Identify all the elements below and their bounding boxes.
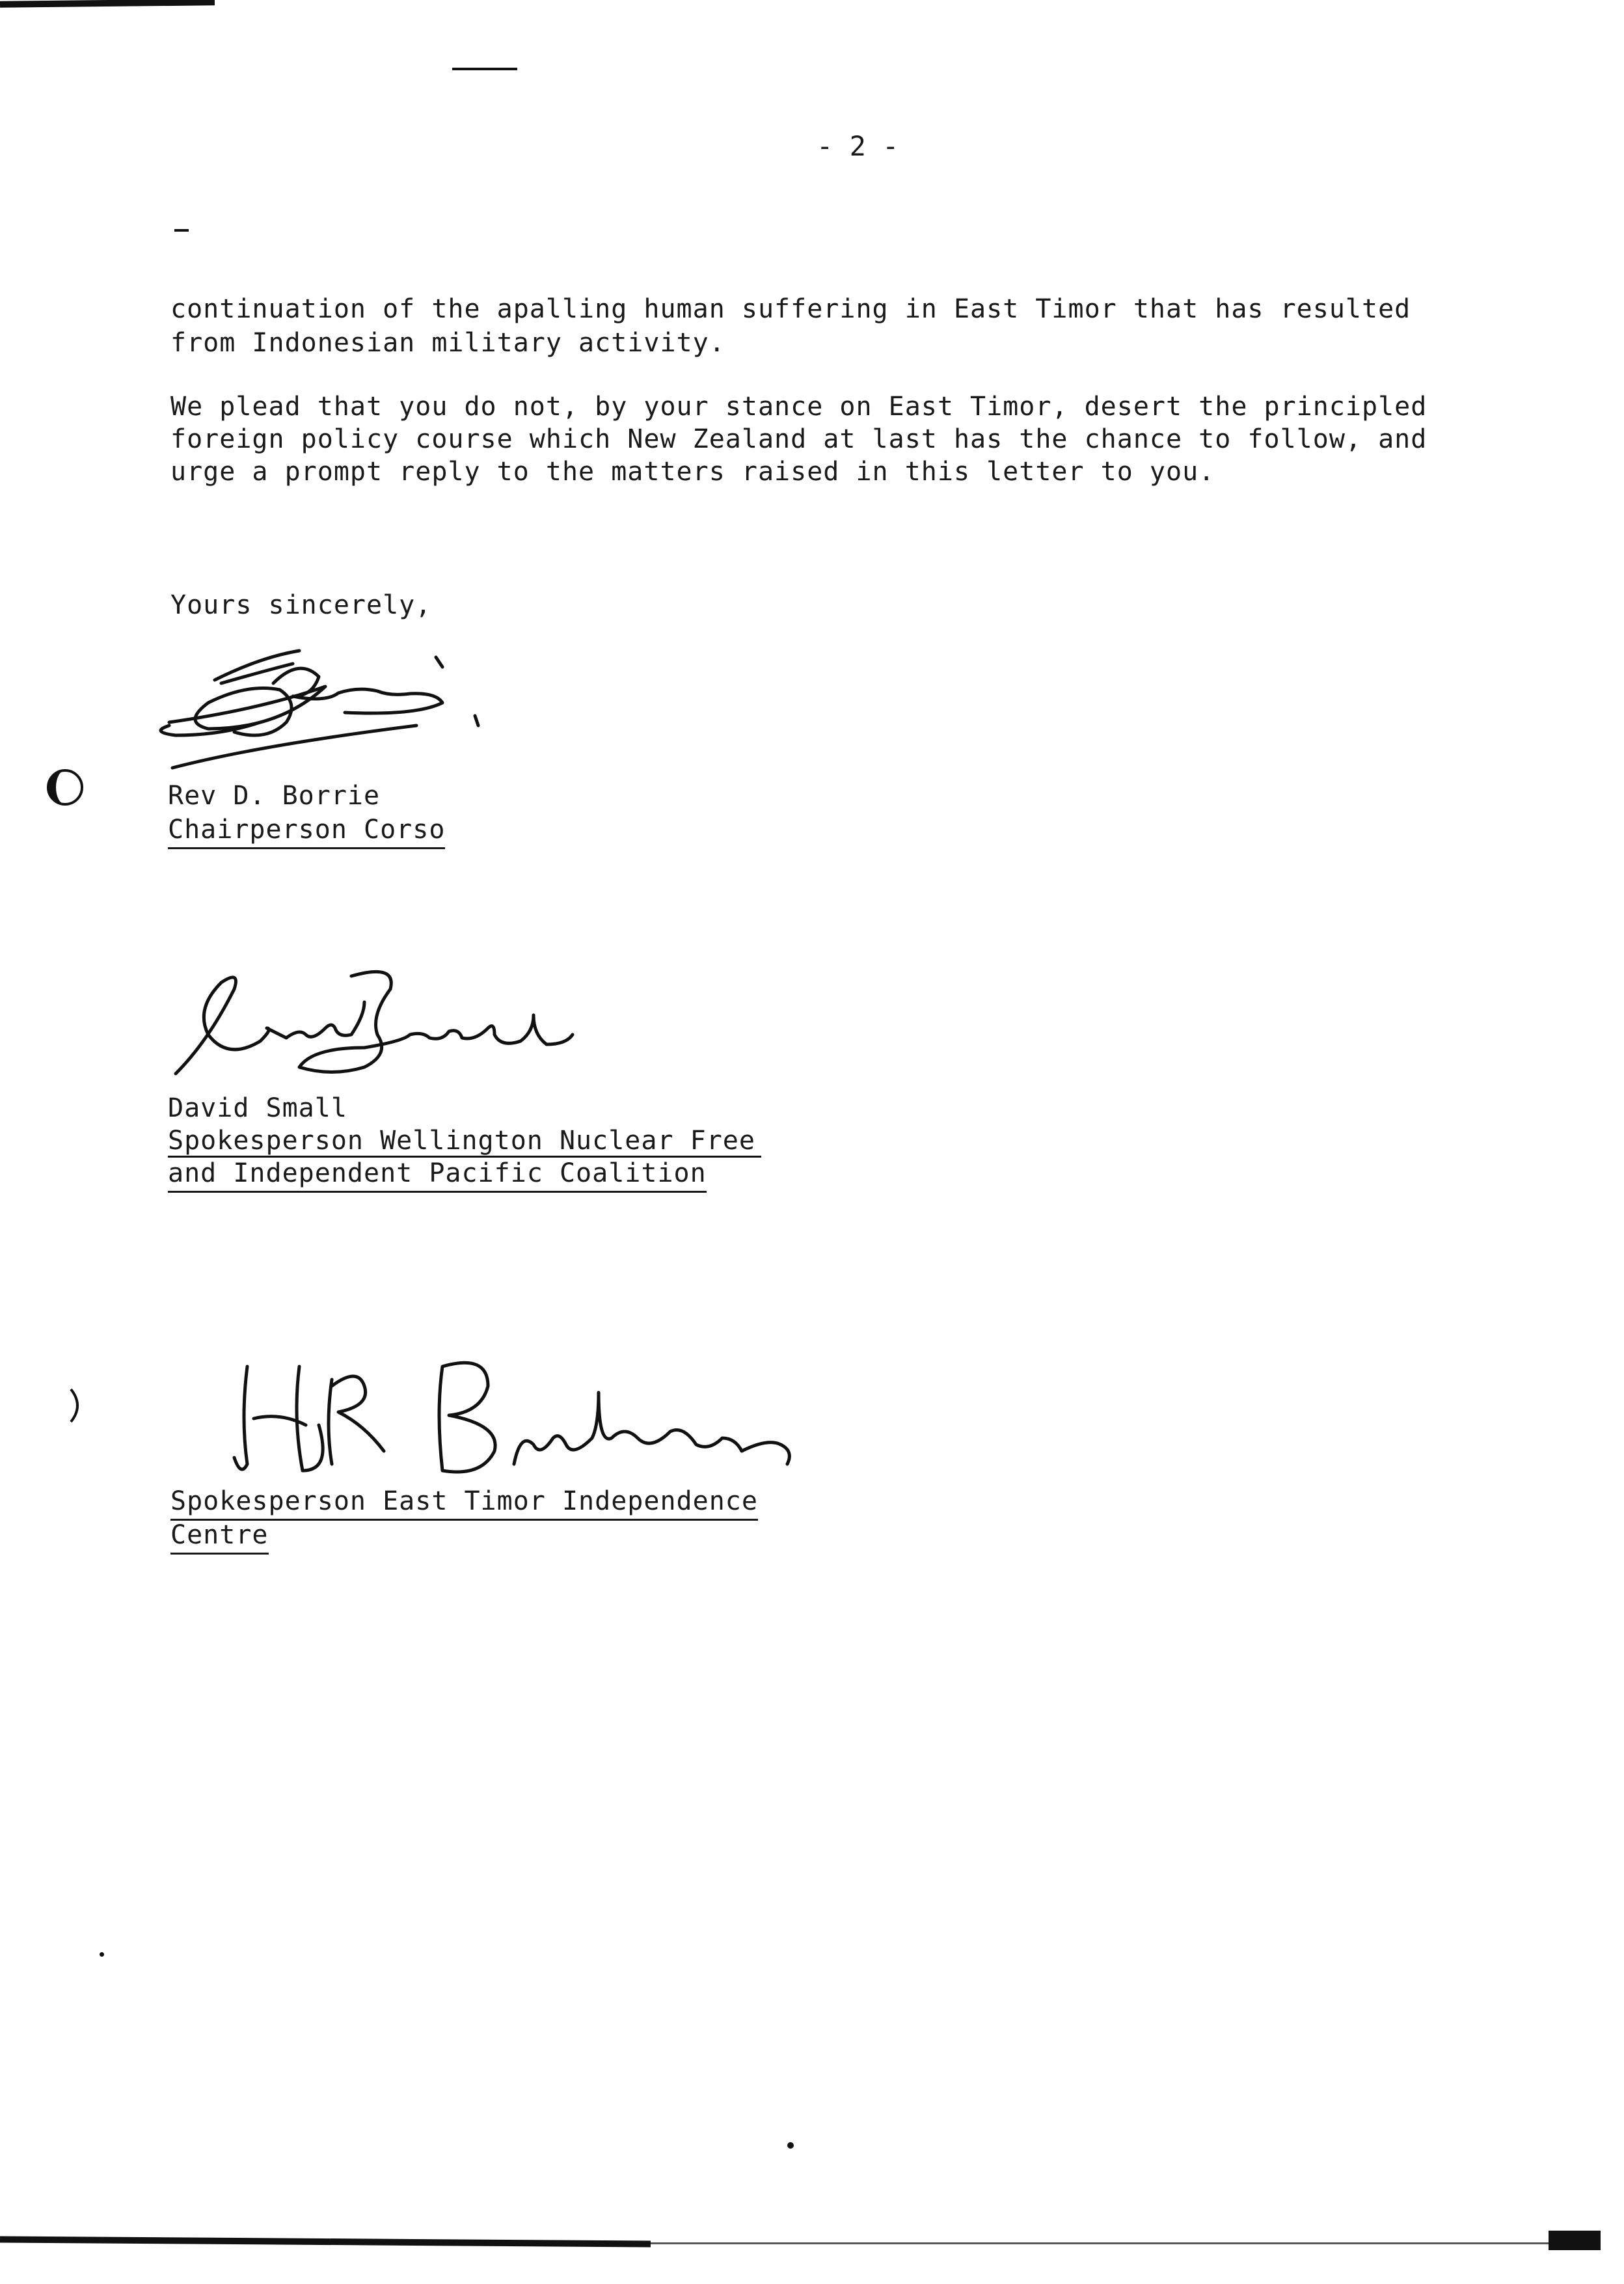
signature-small — [169, 963, 586, 1087]
punch-hole-mark — [68, 1386, 87, 1425]
signatory-name: David Small — [168, 1093, 347, 1123]
scan-artifact-dot — [787, 2142, 794, 2149]
punch-hole-mark — [46, 767, 91, 812]
body-line: urge a prompt reply to the matters raised in this letter to you. — [170, 457, 1215, 487]
scan-artifact-dot — [100, 1952, 104, 1957]
signature-east-timor — [228, 1353, 852, 1484]
title-underline — [168, 1156, 761, 1158]
signatory-title — [168, 813, 445, 849]
signatory-title — [168, 1124, 755, 1157]
signature-borrie — [130, 631, 494, 774]
body-line: foreign policy course which New Zealand at last has the chance to follow, and — [170, 424, 1428, 454]
scan-artifact-bottom-bar — [0, 2236, 651, 2248]
signatory-title-line: Centre — [170, 1519, 269, 1555]
body-line: continuation of the apalling human suffering in East Timor that has resulted — [170, 294, 1411, 324]
body-line: We plead that you do not, by your stance on East Timor, desert the principled — [170, 392, 1428, 422]
scan-artifact-bottom-corner — [1549, 2231, 1601, 2250]
signatory-name: Rev D. Borrie — [168, 781, 381, 811]
scan-artifact-bottom-bar-right — [651, 2242, 1601, 2244]
signatory-title — [168, 1157, 707, 1193]
scan-artifact-top-bar — [0, 0, 215, 8]
body-line: from Indonesian military activity. — [170, 328, 725, 358]
signatory-title — [170, 1519, 269, 1555]
signatory-title-line: and Independent Pacific Coalition — [168, 1157, 707, 1193]
signatory-title-line: Chairperson Corso — [168, 813, 445, 849]
signatory-title — [170, 1485, 758, 1521]
scan-artifact-left-dash — [174, 229, 189, 232]
scan-artifact-top-dash — [452, 68, 517, 70]
closing: Yours sincerely, — [170, 590, 432, 620]
page-number: - 2 - — [817, 130, 899, 162]
signatory-title-line: Spokesperson East Timor Independence — [170, 1485, 758, 1521]
signatory-title-line: Spokesperson Wellington Nuclear Free — [168, 1126, 755, 1156]
